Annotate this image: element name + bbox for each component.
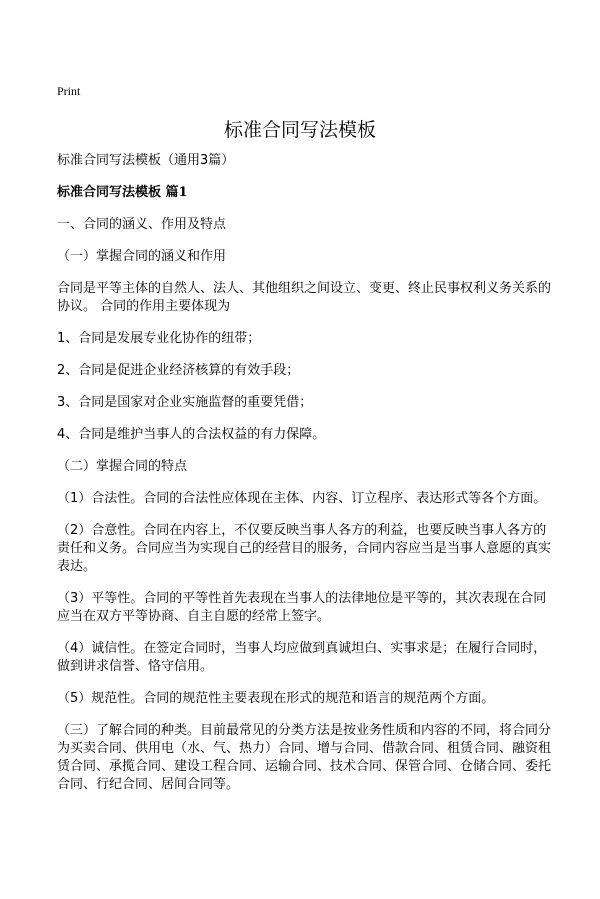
paragraph: 合同是平等主体的自然人、法人、其他组织之间设立、变更、终止民事权利义务关系的协议。 合同的作用主要体现为: [57, 281, 552, 314]
paragraph: （5）规范性。合同的规范性主要表现在形式的规范和语言的规范两个方面。: [57, 691, 495, 706]
paragraph: （三）了解合同的种类。目前最常见的分类方法是按业务性质和内容的不同，将合同分为买卖合同、供用电（水、气、热力）合同、增与合同、借款合同、租赁合同、融资租赁合同、承揽合同、建设工程合同、运输合同、技术合同、保管合同、仓储合同、委托合同、行纪合同、居间合同等。: [57, 723, 552, 792]
paragraph: （2）合意性。合同在内容上，不仅要反映当事人各方的利益，也要反映当事人各方的责任和义务。合同应当为实现自己的经营目的服务，合同内容应当是当事人意愿的真实表达。: [57, 523, 552, 574]
paragraph: （4）诚信性。在签定合同时，当事人均应做到真诚坦白、实事求是；在履行合同时，做到讲求信誉、恪守信用。: [57, 641, 547, 674]
paragraph: （1）合法性。合同的合法性应体现在主体、内容、订立程序、表达形式等各个方面。: [57, 491, 547, 506]
print-label: Print: [57, 84, 81, 98]
paragraph: 4、合同是维护当事人的合法权益的有力保障。: [57, 427, 326, 442]
document-title: 标准合同写法模板: [223, 119, 376, 141]
paragraph: （一）掌握合同的涵义和作用: [57, 249, 227, 264]
paragraph: 3、合同是国家对企业实施监督的重要凭借；: [57, 395, 313, 410]
document-body: [57, 152, 551, 808]
document-subtitle: 标准合同写法模板（通用3篇）: [57, 153, 235, 168]
section-heading: 标准合同写法模板 篇1: [57, 185, 188, 200]
paragraph: （二）掌握合同的特点: [57, 459, 188, 474]
paragraph: 1、合同是发展专业化协作的纽带；: [57, 331, 261, 346]
paragraph: （3）平等性。合同的平等性首先表现在当事人的法律地位是平等的，其次表现在合同应当在双方平等协商、自主自愿的经常上签字。: [57, 591, 547, 624]
paragraph: 2、合同是促进企业经济核算的有效手段；: [57, 363, 300, 378]
paragraph: 一、合同的涵义、作用及特点: [57, 217, 227, 232]
